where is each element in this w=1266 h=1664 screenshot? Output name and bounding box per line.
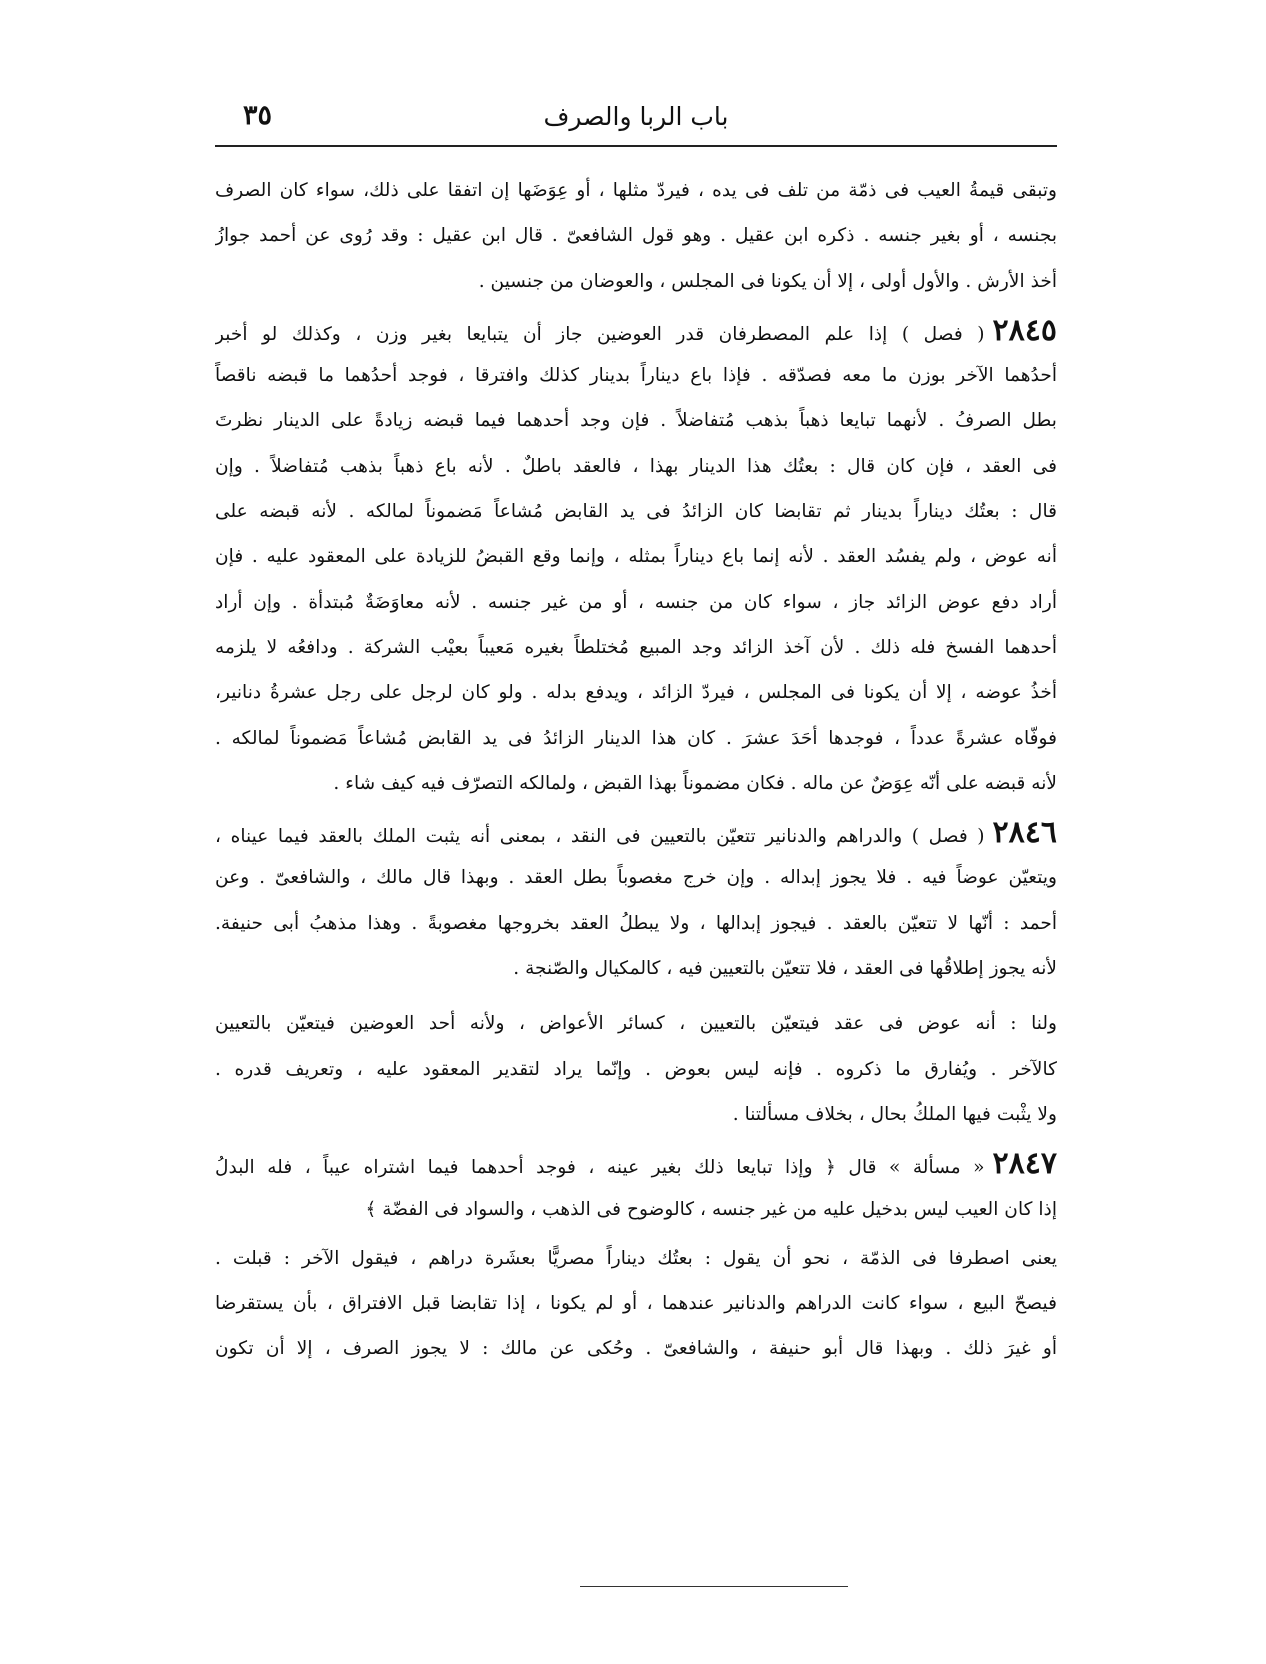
page-header	[215, 98, 1057, 142]
paragraph-number: ٢٨٤٥	[992, 312, 1057, 348]
text-line-content: ( فصل ) إذا علم المصطرفان قدر العوضين جاز أن يتبايعا بغير وزن ، وكذلك لو أخبر	[215, 323, 985, 345]
text-line-content: « مسألة » قال ﴿ وإذا تبايعا ذلك بغير عينه ، فوجد أحدهما فيما اشتراه عيباً ، فله البدلُ	[215, 1157, 985, 1179]
text-line: أخذ الأرش . والأول أولى ، إلا أن يكونا فى المجلس ، والعوضان من جنسين .	[478, 270, 1057, 292]
text-line: فوفّاه عشرةً عدداً ، فوجدها أحَدَ عشرَ . كان هذا الدينار الزائدُ فى يد القابض مُشاعاً مَضموناً لمالكه .	[215, 727, 1057, 749]
text-line: أحمد : أنّها لا تتعيّن بالعقد . فيجوز إبدالها ، ولا يبطلُ العقد بخروجها مغصوبةً . وهذا مذهبُ أبى حنيفة.	[215, 912, 1057, 934]
text-line: فيصحّ البيع ، سواء كانت الدراهم والدنانير عندهما ، أو لم يكونا ، إذا تقابضا قبل الافتراق ، بأن يستقرضا	[215, 1293, 1057, 1315]
page-number: ٣٥	[243, 100, 273, 131]
paragraph	[215, 168, 1057, 304]
paragraph	[215, 1001, 1057, 1137]
text-line: إذا كان العيب ليس بدخيل عليه من غير جنسه ، كالوضوح فى الذهب ، والسواد فى الفضّة ﴾	[365, 1198, 1057, 1220]
text-line: بطل الصرفُ . لأنهما تبايعا ذهباً بذهب مُتفاضلاً . فإن وجد أحدهما فيما قبضه زيادةً على الدينار نظرتَ	[215, 410, 1057, 432]
text-line: أنه عوض ، ولم يفسُد العقد . لأنه إنما باع ديناراً بمثله ، وإنما وقع القبضُ للزيادة على المعقود عليه . فإن	[215, 546, 1057, 568]
text-line: أو غيرَ ذلك . وبهذا قال أبو حنيفة ، والشافعىّ . وحُكى عن مالك : لا يجوز الصرف ، إلا أن تكون	[215, 1338, 1057, 1360]
text-line	[215, 810, 1057, 855]
text-line: وتبقى قيمةُ العيب فى ذمّة من تلف فى يده ، فيردّ مثلها ، أو عِوَضَها إن اتفقا على ذلك، سواء كان الصرف	[215, 180, 1057, 201]
text-line: يعنى اصطرفا فى الذمّة ، نحو أن يقول : بعتُك ديناراً مصريًّا بعشَرة دراهم ، فيقول الآخر : قبلت .	[215, 1247, 1057, 1269]
text-line: أراد دفع عوض الزائد جاز ، سواء كان من جنسه ، أو من غير جنسه . لأنه معاوَضَةٌ مُبتدأة . وإن أراد	[215, 591, 1057, 613]
text-line: فى العقد ، فإن كان قال : بعتُك هذا الدينار بهذا ، فالعقد باطلٌ . لأنه باع ذهباً بذهب مُتفاضلاً . وإن	[215, 455, 1057, 477]
paragraph	[215, 1236, 1057, 1372]
text-line: ولنا : أنه عوض فى عقد فيتعيّن بالتعيين ، كسائر الأعواض ، ولأنه أحد العوضين فيتعيّن بالتعيين	[215, 1013, 1057, 1035]
paragraph-number: ٢٨٤٧	[992, 1146, 1057, 1182]
text-line	[215, 308, 1057, 353]
text-line: لأنه يجوز إطلاقُها فى العقد ، فلا تتعيّن بالتعيين فيه ، كالمكيال والصّنجة .	[513, 958, 1057, 980]
chapter-title: باب الربا والصرف	[543, 102, 729, 131]
paragraph	[215, 308, 1057, 806]
text-line: بجنسه ، أو بغير جنسه . ذكره ابن عقيل . وهو قول الشافعىّ . قال ابن عقيل : وقد رُوى عن أحمد جوازُ	[215, 225, 1057, 247]
text-line: كالآخر . ويُفارق ما ذكروه . فإنه ليس بعوض . وإنّما يراد لتقدير المعقود عليه ، وتعريف قدره .	[215, 1058, 1057, 1080]
text-line: أحدُهما الآخر بوزن ما معه فصدّقه . فإذا باع ديناراً بدينار كذلك وافترقا ، فوجد أحدُهما ما قبضه ناقصاً	[215, 365, 1057, 387]
text-line: ويتعيّن عوضاً فيه . فلا يجوز إبداله . وإن خرج مغصوباً بطل العقد . وبهذا قال مالك ، والشافعىّ . وعن	[215, 867, 1057, 889]
paragraph	[215, 810, 1057, 991]
paragraph	[215, 1141, 1057, 1232]
text-line: ولا يثْبت فيها الملكُ بحال ، بخلاف مسألتنا .	[732, 1103, 1057, 1125]
paragraph-number: ٢٨٤٦	[992, 815, 1057, 851]
header-rule	[215, 145, 1057, 147]
body-text	[215, 168, 1057, 1372]
footnote-rule	[580, 1586, 848, 1587]
text-line-content: ( فصل ) والدراهم والدنانير تتعيّن بالتعيين فى النقد ، بمعنى أنه يثبت الملك بالعقد فيما عيناه ،	[215, 826, 985, 848]
text-line: أحدهما الفسخ فله ذلك . لأن آخذ الزائد وجد المبيع مُختلطاً بغيره مَعيباً بعيْب الشركة . ودافعُه لا يلزمه	[215, 636, 1057, 658]
text-line	[215, 1141, 1057, 1186]
text-line: قال : بعتُك ديناراً بدينار ثم تقابضا كان الزائدُ فى يد القابض مُشاعاً مَضموناً لمالكه . لأنه قبضه على	[215, 501, 1057, 523]
text-line: أخذُ عوضه ، إلا أن يكونا فى المجلس ، فيردّ الزائد ، ويدفع بدله . ولو كان لرجل على رجل عشرةُ دنانير،	[215, 682, 1057, 704]
text-line: لأنه قبضه على أنّه عِوَضٌ عن ماله . فكان مضموناً بهذا القبض ، ولمالكه التصرّف فيه كيف شاء .	[333, 772, 1057, 794]
